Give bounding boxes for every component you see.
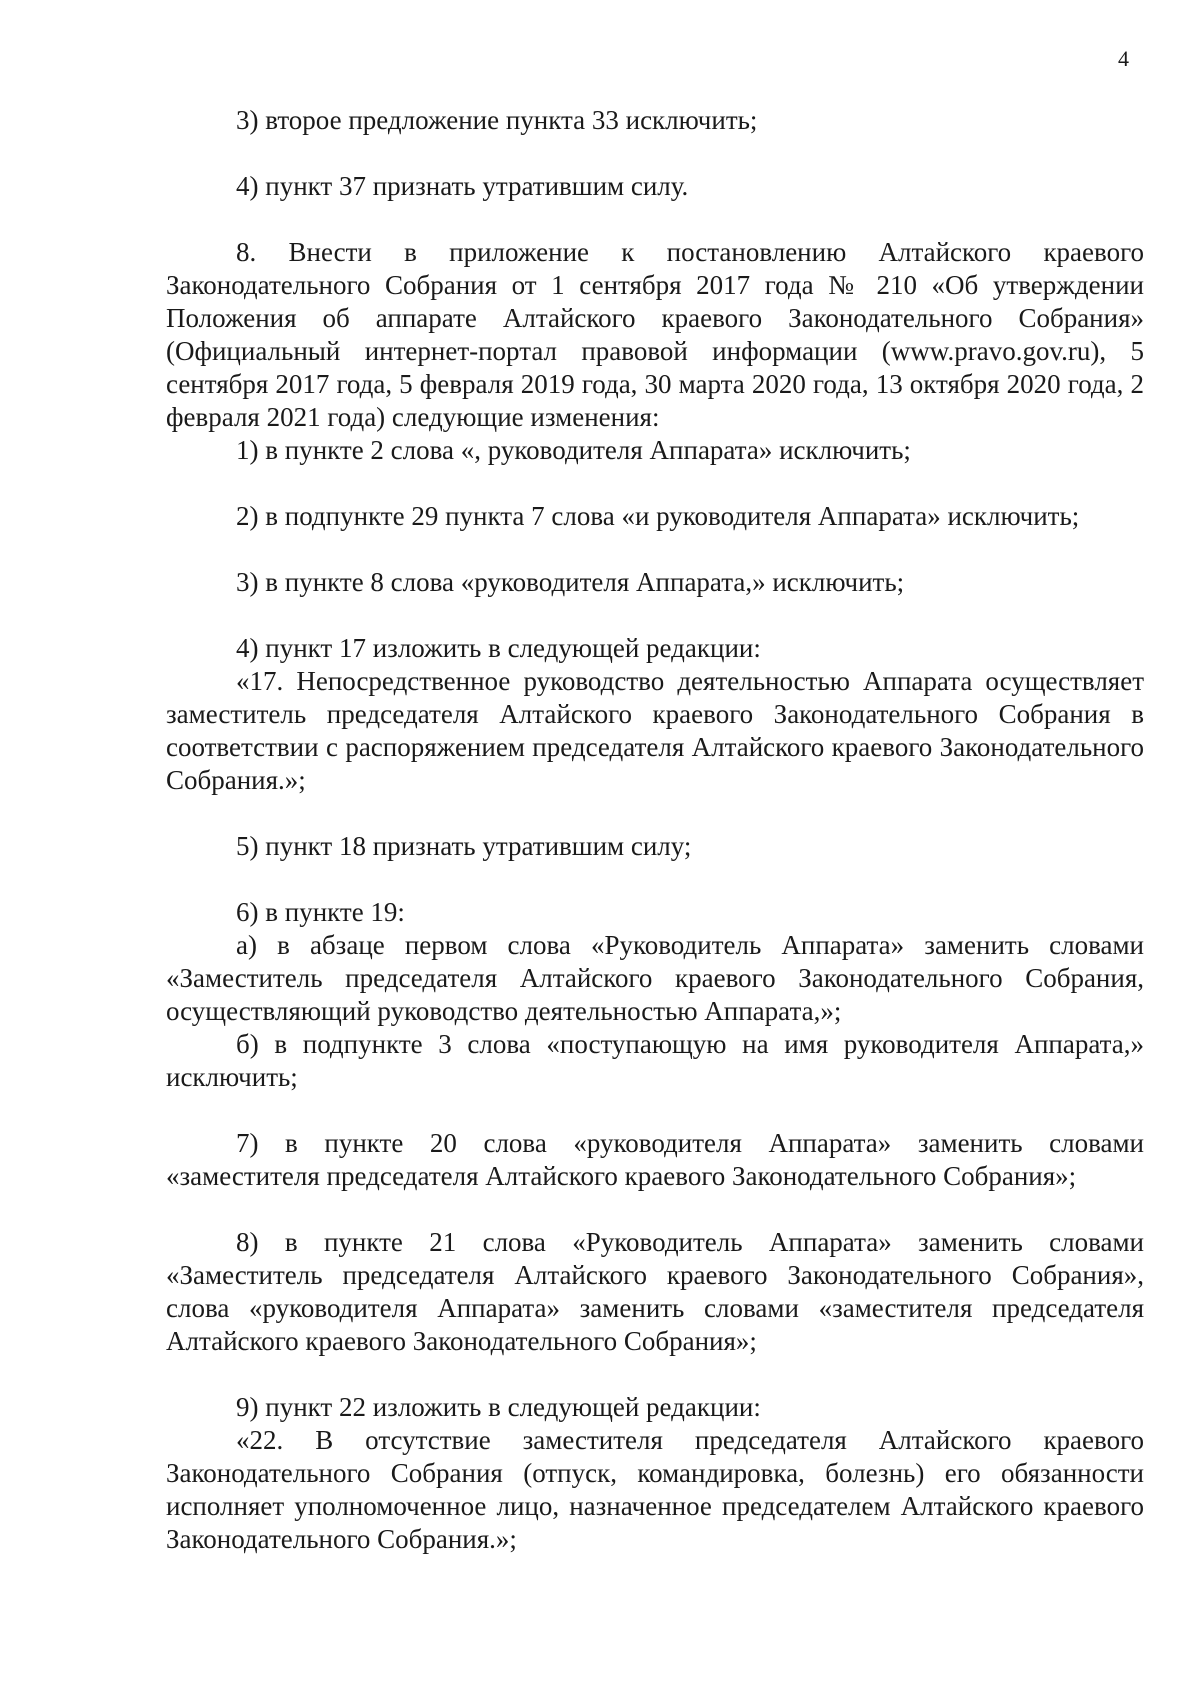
paragraph: 4) пункт 37 признать утратившим силу. bbox=[236, 171, 689, 201]
paragraph: 3) в пункте 8 слова «руководителя Аппарата,» исключить; bbox=[236, 567, 905, 597]
paragraph: 3) второе предложение пункта 33 исключить; bbox=[236, 105, 758, 135]
paragraph: 5) пункт 18 признать утратившим силу; bbox=[236, 831, 692, 861]
paragraph: 2) в подпункте 29 пункта 7 слова «и руководителя Аппарата» исключить; bbox=[236, 501, 1080, 531]
paragraph: 6) в пункте 19: bbox=[236, 897, 405, 927]
paragraph: 8) в пункте 21 слова «Руководитель Аппарата» заменить словами «Заместитель председателя Алтайского краевого Законодательного Собрания», слова «руководителя Аппарата» заменить словами «заместителя председателя Алтайского краевого Законодательного Собрания»; bbox=[166, 1227, 1144, 1356]
paragraph: 7) в пункте 20 слова «руководителя Аппарата» заменить словами «заместителя председателя Алтайского краевого Законодательного Собрания»; bbox=[166, 1128, 1144, 1191]
paragraph: 8. Внести в приложение к постановлению Алтайского краевого Законодательного Собрания от 1 сентября 2017 года № 210 «Об утверждении Положения об аппарате Алтайского краевого Законодательного Собрания» (Официальный интернет-портал правовой информации (www.pravo.gov.ru), 5 сентября 2017 года, 5 февраля 2019 года, 30 марта 2020 года, 13 октября 2020 года, 2 февраля 2021 года) следующие изменения: bbox=[166, 237, 1144, 432]
paragraph: а) в абзаце первом слова «Руководитель Аппарата» заменить словами «Заместитель председателя Алтайского краевого Законодательного Собрания, осуществляющий руководство деятельностью Аппарата,»; bbox=[166, 930, 1144, 1026]
page-number: 4 bbox=[1118, 46, 1129, 71]
paragraph: 4) пункт 17 изложить в следующей редакции: bbox=[236, 633, 761, 663]
paragraph: «22. В отсутствие заместителя председателя Алтайского краевого Законодательного Собрания (отпуск, командировка, болезнь) его обязанности исполняет уполномоченное лицо, назначенное председателем Алтайского краевого Законодательного Собрания.»; bbox=[166, 1425, 1144, 1554]
paragraph: б) в подпункте 3 слова «поступающую на имя руководителя Аппарата,» исключить; bbox=[166, 1029, 1144, 1092]
document-body bbox=[166, 104, 1144, 1556]
paragraph: 9) пункт 22 изложить в следующей редакции: bbox=[236, 1392, 761, 1422]
paragraph: «17. Непосредственное руководство деятельностью Аппарата осуществляет заместитель председателя Алтайского краевого Законодательного Собрания в соответствии с распоряжением председателя Алтайского краевого Законодательного Собрания.»; bbox=[166, 666, 1144, 795]
paragraph: 1) в пункте 2 слова «, руководителя Аппарата» исключить; bbox=[236, 435, 911, 465]
